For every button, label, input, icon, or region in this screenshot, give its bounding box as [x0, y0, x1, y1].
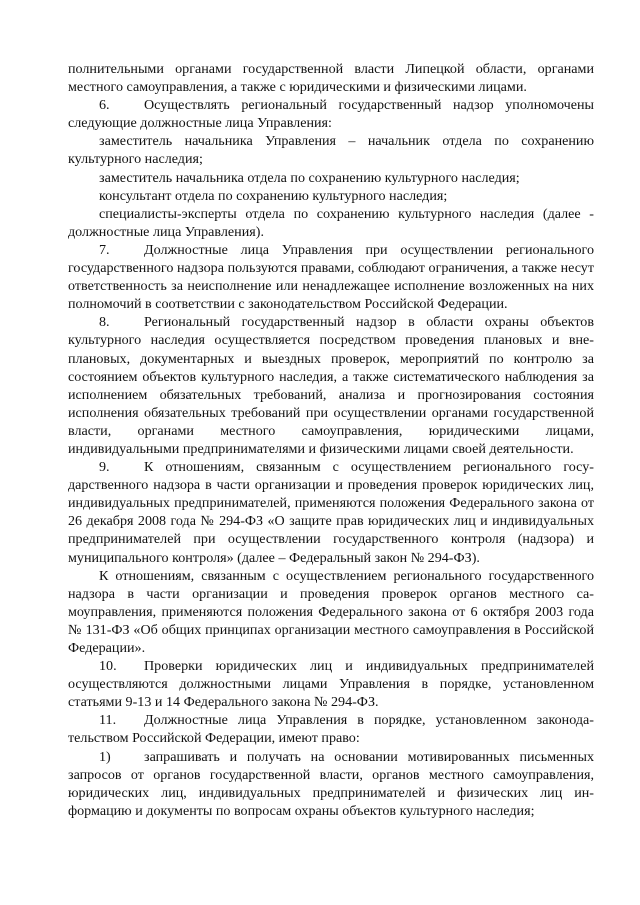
paragraph-item-11: [68, 711, 594, 747]
item-number: 8.: [99, 314, 110, 331]
paragraph-text: К отношениям, связанным с осуществлением регионального государственного надзора в части организации и проведения проверок органов местного самоуправления, применяются положения Федерального закона от 6 октября 2003 года № 131-ФЗ «Об общих принципах организации местного самоуправления в Российской Федерации».: [68, 567, 594, 656]
item-number: 6.: [99, 97, 110, 114]
paragraph-text: Должностные лица Управления при осуществлении регионального государственного надзора пользуются правами, соблюдают ограничения, а также несут ответственность за неисполнение или ненадлежащее исполнение возложенных на них полномочий в соответствии с законодательством Российской Федерации.: [68, 241, 594, 313]
paragraph-text: консультант отдела по сохранению культурного наследия;: [99, 187, 448, 204]
paragraph-text: Осуществлять региональный государственный надзор уполномочены следующие должностные лица Управления:: [68, 97, 594, 132]
paragraph-text: Должностные лица Управления в порядке, установленном законодательством Российской Федерации, имеют право:: [68, 712, 594, 747]
paragraph-item-9: [68, 458, 594, 567]
item-number: 11.: [99, 712, 117, 729]
item-number: 1): [99, 748, 111, 765]
paragraph-text: специалисты-эксперты отдела по сохранению культурного наследия (далее - должностные лица Управления).: [68, 205, 594, 240]
document-body: [68, 60, 594, 820]
paragraph-text: Региональный государственный надзор в области охраны объектов культурного наследия осуществляется посредством проведения плановых и внеплановых, документарных и выездных проверок, мероприятий по контролю за состоянием объектов культурного наследия, а также систематического наблюдения за исполнением обязательных требований, анализа и прогнозирования состояния исполнения обязательных требований при осуществлении органами государственной власти, органами местного самоуправления, юридическими лицами, индивидуальными предпринимателями и физическими лицами своей деятельности.: [68, 314, 594, 457]
paragraph-text: заместитель начальника отдела по сохранению культурного наследия;: [99, 169, 520, 186]
item-number: 9.: [99, 459, 110, 476]
paragraph-text: запрашивать и получать на основании мотивированных письменных запросов от органов государственной власти, органов местного самоуправления, юридических лиц, индивидуальных предпринимателей и физических лиц информацию и документы по вопросам охраны объектов культурного наследия;: [68, 748, 594, 819]
paragraph-item-6: [68, 96, 594, 132]
paragraph-text: заместитель начальника Управления – начальник отдела по сохранению культурного наследия;: [68, 133, 594, 168]
paragraph-subitem-1: [68, 748, 594, 820]
official-position-4: [68, 205, 594, 241]
item-number: 7.: [99, 241, 110, 258]
paragraph-item-8: [68, 313, 594, 458]
paragraph-text: полнительными органами государственной власти Липецкой области, органами местного самоуправления, а также с юридическими и физическими лицами.: [68, 61, 594, 96]
paragraph-text: К отношениям, связанным с осуществлением регионального государственного надзора в части организации и проведения проверок юридических лиц, индивидуальных предпринимателей, применяются положения Федерального закона от 26 декабря 2008 года № 294-ФЗ «О защите прав юридических лиц и индивидуальных предпринимателей при осуществлении государственного контроля (надзора) и муниципального контроля» (далее – Федеральный закон № 294-ФЗ).: [68, 459, 594, 566]
paragraph-item-10: [68, 657, 594, 711]
paragraph-text: Проверки юридических лиц и индивидуальных предпринимателей осуществляются должностными лицами Управления в порядке, установленном статьями 9-13 и 14 Федерального закона № 294-ФЗ.: [68, 658, 594, 711]
item-number: 10.: [99, 658, 117, 675]
paragraph-item-9-continued: [68, 567, 594, 657]
paragraph-continuation: [68, 60, 594, 96]
official-position-3: [68, 187, 594, 205]
official-position-1: [68, 132, 594, 168]
official-position-2: [68, 169, 594, 187]
paragraph-item-7: [68, 241, 594, 313]
